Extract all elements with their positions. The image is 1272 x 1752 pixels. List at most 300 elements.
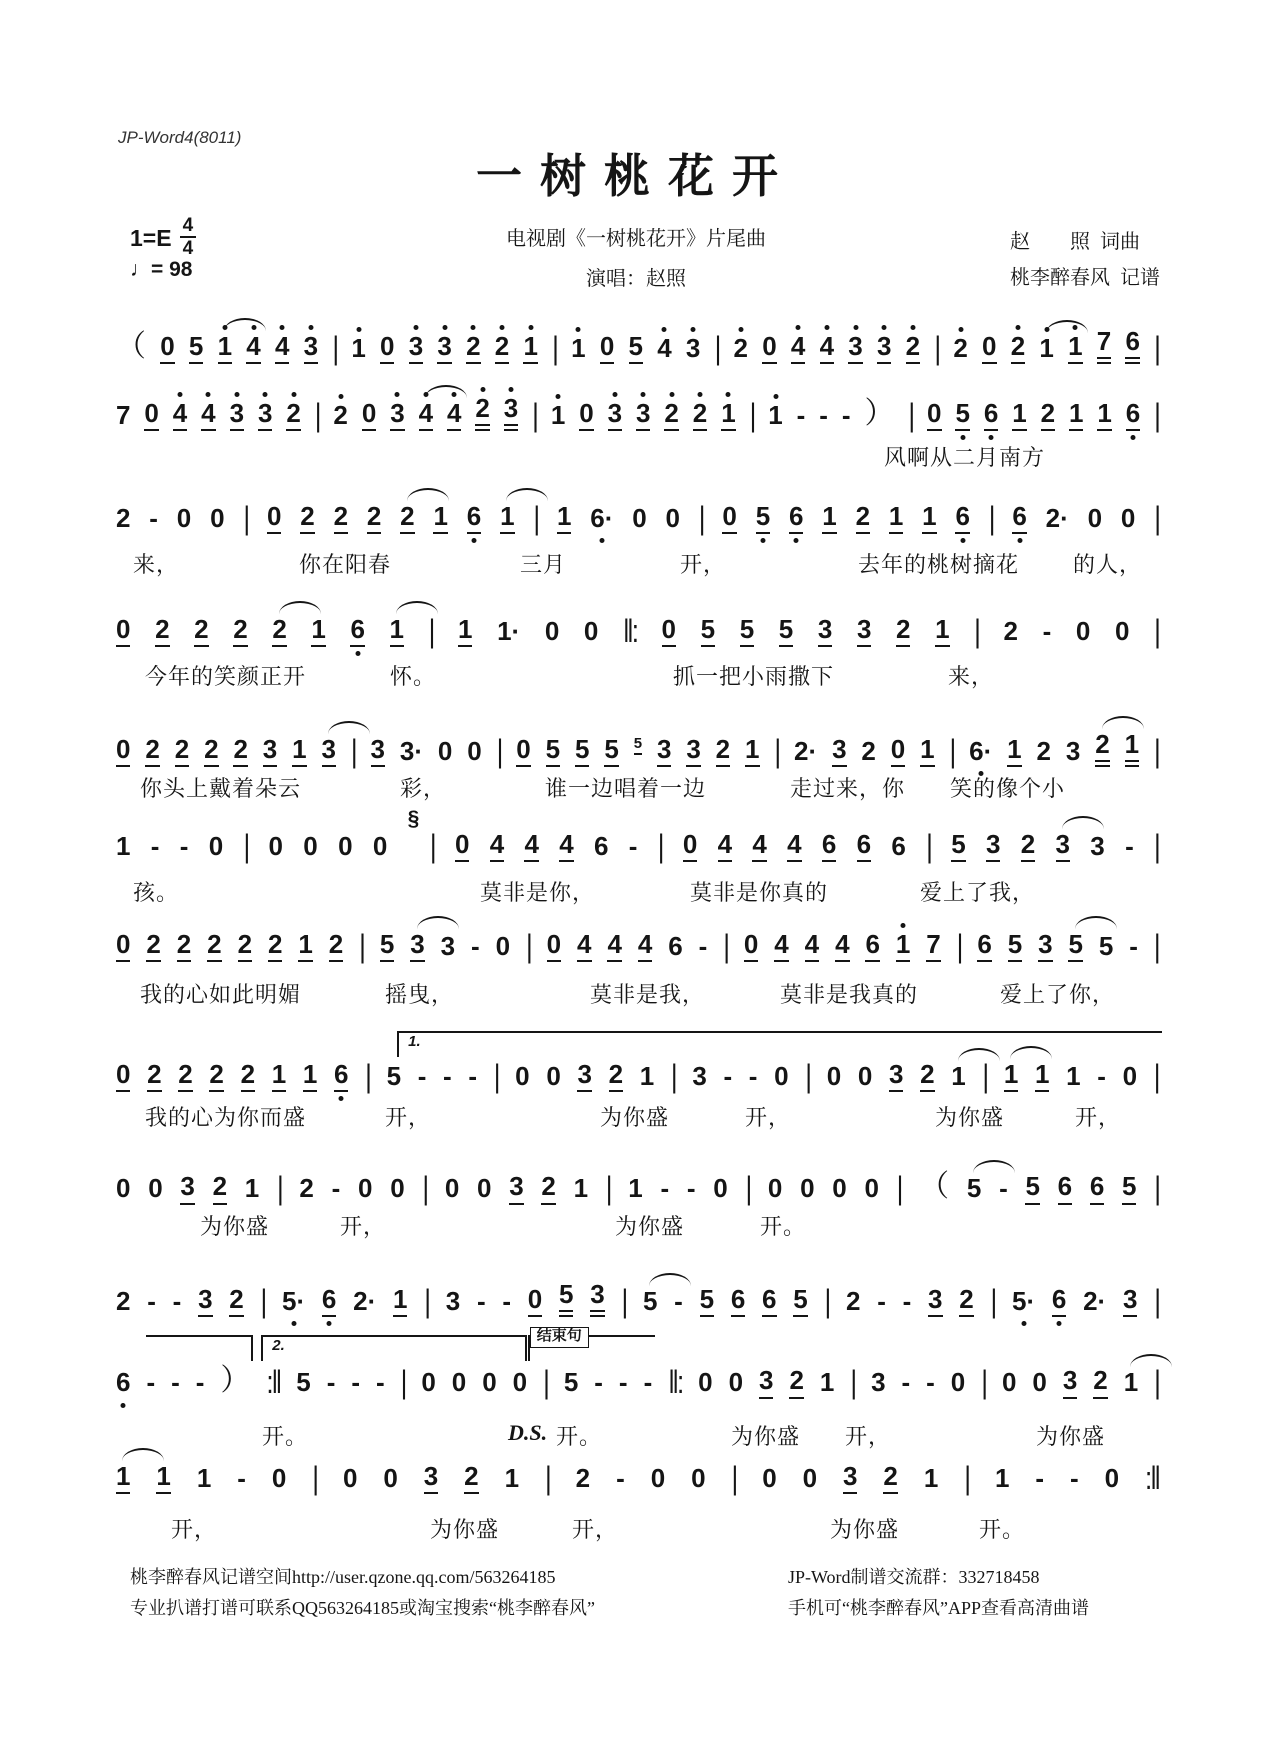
- note-token: -: [877, 1286, 886, 1316]
- footer-app-note: 手机可“桃李醉春风”APP查看高清曲谱: [788, 1598, 1089, 1618]
- barline: |: [276, 1169, 282, 1207]
- parenthesis: ）: [220, 1364, 251, 1397]
- note-token: 0: [981, 333, 997, 364]
- note-token: 3: [607, 400, 623, 431]
- lyric-fragment: 今年的笑颜正开: [145, 664, 307, 689]
- lyrics-line-4: [0, 660, 1272, 690]
- note-token: 1: [1124, 731, 1140, 767]
- note-token: 4: [834, 931, 850, 962]
- note-token: 4: [637, 931, 653, 962]
- note-token: 3·: [399, 736, 424, 766]
- parenthesis: ）: [864, 396, 895, 430]
- note-token: 2: [232, 616, 248, 647]
- note-token: 5: [628, 333, 644, 364]
- lyric-fragment: 开，: [171, 1517, 218, 1542]
- meter-numerator: 4: [180, 216, 197, 238]
- barline: |: [1154, 395, 1159, 434]
- volta-label: 结束句: [530, 1327, 589, 1348]
- barline: |: [428, 611, 434, 650]
- note-token: 0: [544, 616, 560, 646]
- note-token: 1: [720, 400, 736, 431]
- parenthesis: （: [919, 1170, 950, 1203]
- note-token: 3: [685, 333, 701, 363]
- note-token: 5: [386, 1061, 402, 1091]
- note-token: 3: [927, 1286, 943, 1317]
- note-token: 1: [432, 503, 448, 534]
- note-token: 7: [1096, 328, 1112, 364]
- lyric-fragment: 谁一边唱着一边: [545, 776, 707, 801]
- note-token: 5: [700, 616, 716, 647]
- barline: |: [731, 1458, 737, 1497]
- note-token: 0: [826, 1061, 842, 1091]
- lyric-fragment: 莫非是我，: [590, 982, 706, 1007]
- note-token: 2: [176, 931, 192, 962]
- music-line-6: [115, 807, 1160, 865]
- note-token: 3: [370, 736, 386, 767]
- note-token: 3: [1122, 1286, 1138, 1317]
- time-signature: [180, 216, 197, 258]
- note-token: 0: [527, 1286, 543, 1317]
- note-token: -: [171, 1367, 180, 1398]
- note-token: 2: [203, 736, 219, 767]
- note-token: 0: [338, 831, 353, 861]
- lyric-fragment: 摇曳，: [385, 982, 455, 1007]
- note-token: 0: [148, 1173, 163, 1204]
- barline: |: [1153, 926, 1159, 965]
- note-token: 4: [657, 333, 672, 363]
- note-token: 0: [1087, 503, 1103, 533]
- note-token: 0: [682, 831, 698, 862]
- music-line-11: [115, 1328, 1160, 1401]
- note-token: 3: [445, 1286, 461, 1316]
- note-token: 0: [691, 1463, 706, 1493]
- note-token: 0: [515, 1061, 530, 1091]
- lyrics-line-3: [0, 548, 1272, 578]
- note-token: -: [748, 1061, 758, 1091]
- note-token: 2: [237, 931, 253, 962]
- note-token: 2: [1040, 400, 1056, 431]
- note-token: 2: [177, 1061, 193, 1092]
- lyric-fragment: 抓一把小雨撒下: [673, 664, 835, 689]
- note-token: 5: [642, 1288, 658, 1317]
- note-token: 4: [446, 400, 462, 431]
- note-token: 0: [266, 503, 282, 534]
- tempo-marking: ♩= 98: [130, 258, 193, 281]
- lyric-fragment: 开，: [745, 1105, 792, 1130]
- note-token: 1: [504, 1463, 520, 1493]
- note-token: 1: [895, 931, 911, 962]
- note-token: 4: [751, 831, 767, 862]
- lyric-fragment: 走过来，你: [790, 776, 906, 801]
- slur-arc: [224, 318, 266, 331]
- volta-bracket: [261, 1335, 526, 1361]
- note-token: 0: [383, 1463, 398, 1493]
- barline: |: [824, 1281, 830, 1320]
- note-token: -: [1097, 1061, 1106, 1091]
- footer-contact: 专业扒谱打谱可联系QQ563264185或淘宝搜索“桃李醉春风”: [130, 1598, 595, 1618]
- note-token: 1: [571, 333, 586, 363]
- lyric-fragment: 爱上了你，: [1000, 982, 1116, 1007]
- note-token: 0: [583, 616, 599, 646]
- note-token: 3: [842, 1463, 858, 1494]
- note-token: 0: [743, 931, 759, 962]
- barline: :‖: [266, 1363, 281, 1401]
- music-line-9: [115, 1171, 1160, 1205]
- music-line-2: [115, 393, 1160, 434]
- note-token: 2·: [794, 736, 818, 766]
- note-token: 1: [196, 1463, 212, 1493]
- barline: |: [805, 1056, 811, 1095]
- note-token: 0: [482, 1367, 497, 1398]
- note-token: 0: [495, 931, 511, 961]
- note-token: 1: [271, 1061, 287, 1092]
- note-token: 6: [349, 616, 365, 647]
- barline: |: [552, 328, 557, 367]
- music-line-7: [115, 926, 1160, 965]
- note-token: -: [417, 1061, 427, 1091]
- note-token: -: [643, 1367, 653, 1398]
- note-token: -: [674, 1286, 683, 1316]
- lyrics-line-6: [0, 876, 1272, 906]
- note-token: -: [147, 1286, 156, 1316]
- barline: |: [429, 826, 435, 865]
- note-token: 0: [1120, 503, 1136, 533]
- note-token: 3: [179, 1173, 195, 1204]
- lyrics-line-8: [0, 1101, 1272, 1131]
- note-token: 5: [778, 616, 794, 647]
- note-token: 5: [954, 400, 970, 431]
- note-token: -: [351, 1367, 361, 1398]
- lyric-fragment: 怀。: [390, 664, 437, 689]
- note-token: -: [1125, 831, 1134, 861]
- note-token: 3: [436, 333, 452, 364]
- note-token: 4: [172, 400, 188, 431]
- note-token: 6: [116, 1367, 131, 1398]
- footer-left: [130, 1562, 595, 1624]
- volta-bracket: [397, 1031, 1162, 1057]
- lyric-fragment: 我的心为你而盛: [145, 1105, 307, 1130]
- note-token: 2: [1092, 1367, 1108, 1398]
- note-token: 2: [895, 616, 911, 647]
- barline: |: [424, 1281, 429, 1320]
- note-token: -: [443, 1061, 452, 1091]
- note-token: 1: [1096, 400, 1112, 431]
- note-token: 3: [656, 736, 672, 767]
- note-token: 2: [1094, 731, 1110, 767]
- note-token: 1: [819, 1367, 835, 1398]
- note-token: 2: [608, 1061, 624, 1092]
- barline: |: [314, 395, 320, 434]
- note-token: 1: [550, 400, 566, 430]
- barline: |: [956, 926, 962, 965]
- barline: |: [974, 611, 979, 650]
- lyric-fragment: 你在阳春: [299, 552, 392, 577]
- note-token: 2: [154, 616, 170, 647]
- note-token: 0: [864, 1173, 879, 1204]
- note-token: 6: [856, 831, 872, 862]
- note-token: 6·: [590, 503, 614, 533]
- note-token: 4: [819, 333, 835, 364]
- note-token: 2: [540, 1173, 556, 1204]
- note-token: 0: [1075, 616, 1091, 646]
- note-token: 0: [421, 1367, 436, 1398]
- lyric-fragment: 为你盛: [430, 1517, 500, 1542]
- volta-label: 2.: [269, 1338, 288, 1354]
- note-token: 3: [1055, 831, 1071, 862]
- note-token: 2: [333, 503, 349, 534]
- slur-arc: [328, 721, 370, 734]
- note-token: 5: [633, 738, 643, 768]
- note-token: 6: [594, 831, 609, 861]
- note-token: 3: [817, 616, 833, 647]
- lyric-fragment: 开，: [340, 1214, 387, 1239]
- barline: |: [749, 395, 755, 434]
- note-token: 2: [193, 616, 209, 647]
- note-token: 1: [1123, 1369, 1139, 1398]
- note-token: 7: [116, 400, 131, 430]
- note-token: 2: [116, 503, 131, 533]
- note-token: -: [1035, 1463, 1045, 1493]
- note-token: 0: [665, 503, 680, 533]
- note-token: 6: [668, 931, 683, 961]
- barline: |: [359, 926, 364, 965]
- note-token: 0: [578, 400, 594, 431]
- note-token: 4: [418, 400, 434, 431]
- note-token: 1: [1011, 400, 1027, 431]
- note-token: 1: [115, 1463, 131, 1494]
- note-token: -: [326, 1367, 336, 1398]
- note-token: 0: [857, 1061, 873, 1091]
- note-token: -: [618, 1367, 628, 1398]
- note-token: 2: [116, 1286, 131, 1316]
- note-token: 0: [176, 503, 192, 533]
- music-line-3: [115, 498, 1160, 537]
- segno-icon: §: [407, 807, 420, 831]
- barline: |: [1154, 1363, 1159, 1401]
- lyric-fragment: 开，: [845, 1424, 892, 1449]
- note-token: -: [476, 1286, 486, 1316]
- note-token: 6: [761, 1286, 777, 1317]
- note-token: 5: [545, 736, 561, 767]
- note-token: 6: [321, 1286, 337, 1317]
- barline: ‖:: [622, 611, 637, 650]
- lyric-fragment: 莫非是我真的: [780, 982, 919, 1007]
- note-token: 0: [546, 1061, 561, 1091]
- note-token: 5: [563, 1367, 579, 1398]
- lyric-fragment: 来，: [133, 552, 180, 577]
- note-token: -: [723, 1061, 733, 1091]
- slur-arc: [425, 385, 467, 398]
- note-token: 3: [888, 1061, 904, 1092]
- note-token: 0: [1104, 1463, 1120, 1493]
- lyric-fragment: 开，: [572, 1517, 619, 1542]
- note-token: 2: [474, 395, 490, 431]
- note-token: 1: [457, 616, 473, 647]
- note-token: 3: [1090, 831, 1105, 861]
- note-token: 0: [599, 333, 615, 364]
- note-token: 6: [954, 503, 970, 534]
- note-token: 1: [573, 1173, 589, 1204]
- barline: |: [1154, 826, 1159, 865]
- note-token: 2: [465, 333, 481, 364]
- barline: |: [850, 1363, 856, 1401]
- note-token: 0: [303, 831, 318, 861]
- barline: |: [365, 1056, 370, 1095]
- parenthesis: （: [116, 329, 146, 363]
- note-token: 5·: [282, 1286, 306, 1316]
- note-token: 5: [755, 503, 771, 534]
- slur-arc: [1075, 916, 1117, 929]
- note-token: 3: [847, 333, 863, 364]
- note-token: 3: [831, 736, 847, 767]
- note-token: 0: [467, 736, 482, 766]
- note-token: 0: [698, 1367, 713, 1398]
- note-token: 4: [274, 333, 290, 364]
- barline: |: [981, 1363, 986, 1401]
- lyric-fragment: 开。: [262, 1424, 309, 1449]
- lyric-fragment: 为你盛: [615, 1214, 685, 1239]
- note-token: -: [146, 1367, 156, 1398]
- note-token: 2: [208, 1061, 224, 1092]
- note-token: 1: [768, 400, 783, 430]
- music-line-8: [115, 1033, 1160, 1095]
- barline: |: [1154, 611, 1159, 650]
- note-token: 2: [788, 1367, 804, 1398]
- meter-denominator: 4: [182, 238, 194, 259]
- note-token: 2: [328, 931, 344, 962]
- lyrics-line-5: [0, 772, 1272, 802]
- note-token: 6: [1051, 1286, 1067, 1317]
- note-token: 2: [267, 931, 283, 962]
- credit-composer: 赵 照 词曲: [1010, 231, 1140, 253]
- slur-arc: [407, 488, 449, 501]
- note-token: 4: [790, 333, 806, 364]
- note-token: 0: [115, 1061, 131, 1092]
- note-token: 3: [408, 333, 424, 364]
- note-token: -: [819, 400, 828, 430]
- note-token: -: [796, 400, 806, 430]
- note-token: 6: [864, 931, 880, 962]
- lyric-fragment: 开，: [385, 1105, 432, 1130]
- note-token: 4: [576, 931, 592, 962]
- note-token: 0: [451, 1367, 467, 1398]
- note-token: 2: [232, 736, 248, 767]
- note-token: -: [149, 503, 158, 533]
- note-token: 1: [351, 333, 366, 363]
- note-token: 1: [499, 503, 515, 534]
- note-token: 4: [558, 831, 574, 862]
- note-token: 3: [985, 831, 1001, 862]
- lyric-fragment: 孩。: [133, 880, 180, 905]
- note-token: 2: [882, 1463, 898, 1494]
- lyric-fragment: 爱上了我，: [920, 880, 1036, 905]
- note-token: 2: [1003, 616, 1019, 646]
- note-token: 1: [155, 1463, 171, 1494]
- barline: |: [243, 826, 249, 865]
- music-line-1: [115, 326, 1160, 367]
- music-line-10: [115, 1279, 1160, 1320]
- slur-arc: [1130, 1354, 1172, 1367]
- note-token: 1: [389, 616, 405, 647]
- barline: |: [988, 498, 994, 537]
- note-token: 0: [379, 333, 395, 364]
- note-token: 2: [463, 1463, 479, 1494]
- note-token: 6: [1011, 503, 1027, 534]
- barline: |: [670, 1056, 676, 1095]
- note-token: 2: [953, 333, 968, 363]
- lyric-fragment: 你头上戴着朵云: [140, 776, 302, 801]
- volta-label: 1.: [405, 1034, 424, 1050]
- barline: |: [312, 1458, 317, 1497]
- note-token: 1: [934, 616, 950, 647]
- note-token: -: [616, 1463, 625, 1493]
- note-token: 5: [699, 1286, 715, 1317]
- note-token: 3: [257, 400, 273, 431]
- note-token: -: [901, 1367, 911, 1398]
- note-token: 2: [958, 1286, 974, 1317]
- note-token: 0: [143, 400, 159, 431]
- note-token: 0: [890, 736, 906, 767]
- note-token: 1: [639, 1061, 655, 1091]
- note-token: 3: [635, 400, 651, 431]
- barline: |: [714, 328, 720, 367]
- note-token: 5: [574, 736, 590, 767]
- song-title: 一树桃花开: [476, 151, 796, 202]
- credits-block: [1010, 224, 1160, 296]
- note-token: 6: [1125, 400, 1141, 431]
- note-token: 3: [321, 736, 337, 767]
- barline: |: [1154, 328, 1159, 367]
- note-token: -: [470, 931, 480, 961]
- note-token: 1: [1006, 736, 1022, 767]
- note-token: 2: [285, 400, 301, 431]
- note-token: 4: [523, 831, 539, 862]
- note-token: 5: [603, 736, 619, 767]
- note-token: 7: [925, 931, 941, 962]
- slur-arc: [973, 1160, 1015, 1173]
- lyric-fragment: 为你盛: [200, 1214, 270, 1239]
- note-token: 6·: [969, 736, 993, 766]
- note-token: 3: [589, 1281, 605, 1317]
- barline: |: [532, 395, 537, 434]
- note-token: 6: [976, 931, 992, 962]
- note-token: 1: [923, 1463, 939, 1493]
- note-token: 0: [1032, 1367, 1047, 1398]
- lyric-fragment: 开，: [1075, 1105, 1122, 1130]
- note-token: 6: [1124, 328, 1140, 364]
- barline: |: [332, 328, 338, 367]
- footer-qzone-url: 桃李醉春风记谱空间http://user.qzone.qq.com/563264185: [130, 1567, 556, 1587]
- barline: |: [605, 1169, 611, 1207]
- note-token: 3: [229, 400, 245, 431]
- note-token: 1: [392, 1286, 408, 1317]
- note-token: 5: [1121, 1173, 1137, 1204]
- note-token: 4: [489, 831, 505, 862]
- barline: |: [1154, 498, 1159, 537]
- note-token: 0: [774, 1061, 789, 1091]
- slur-arc: [279, 601, 321, 614]
- note-token: 2: [1020, 831, 1036, 862]
- note-token: 3: [1037, 931, 1053, 962]
- barline: |: [896, 1169, 902, 1207]
- note-token: 2: [366, 503, 382, 534]
- note-token: -: [628, 831, 638, 861]
- note-token: 3: [409, 931, 425, 962]
- note-token: 6: [821, 831, 837, 862]
- note-token: 2·: [1045, 503, 1069, 533]
- footer-qq-group: JP-Word制谱交流群：332718458: [788, 1567, 1040, 1587]
- note-token: 0: [477, 1173, 492, 1204]
